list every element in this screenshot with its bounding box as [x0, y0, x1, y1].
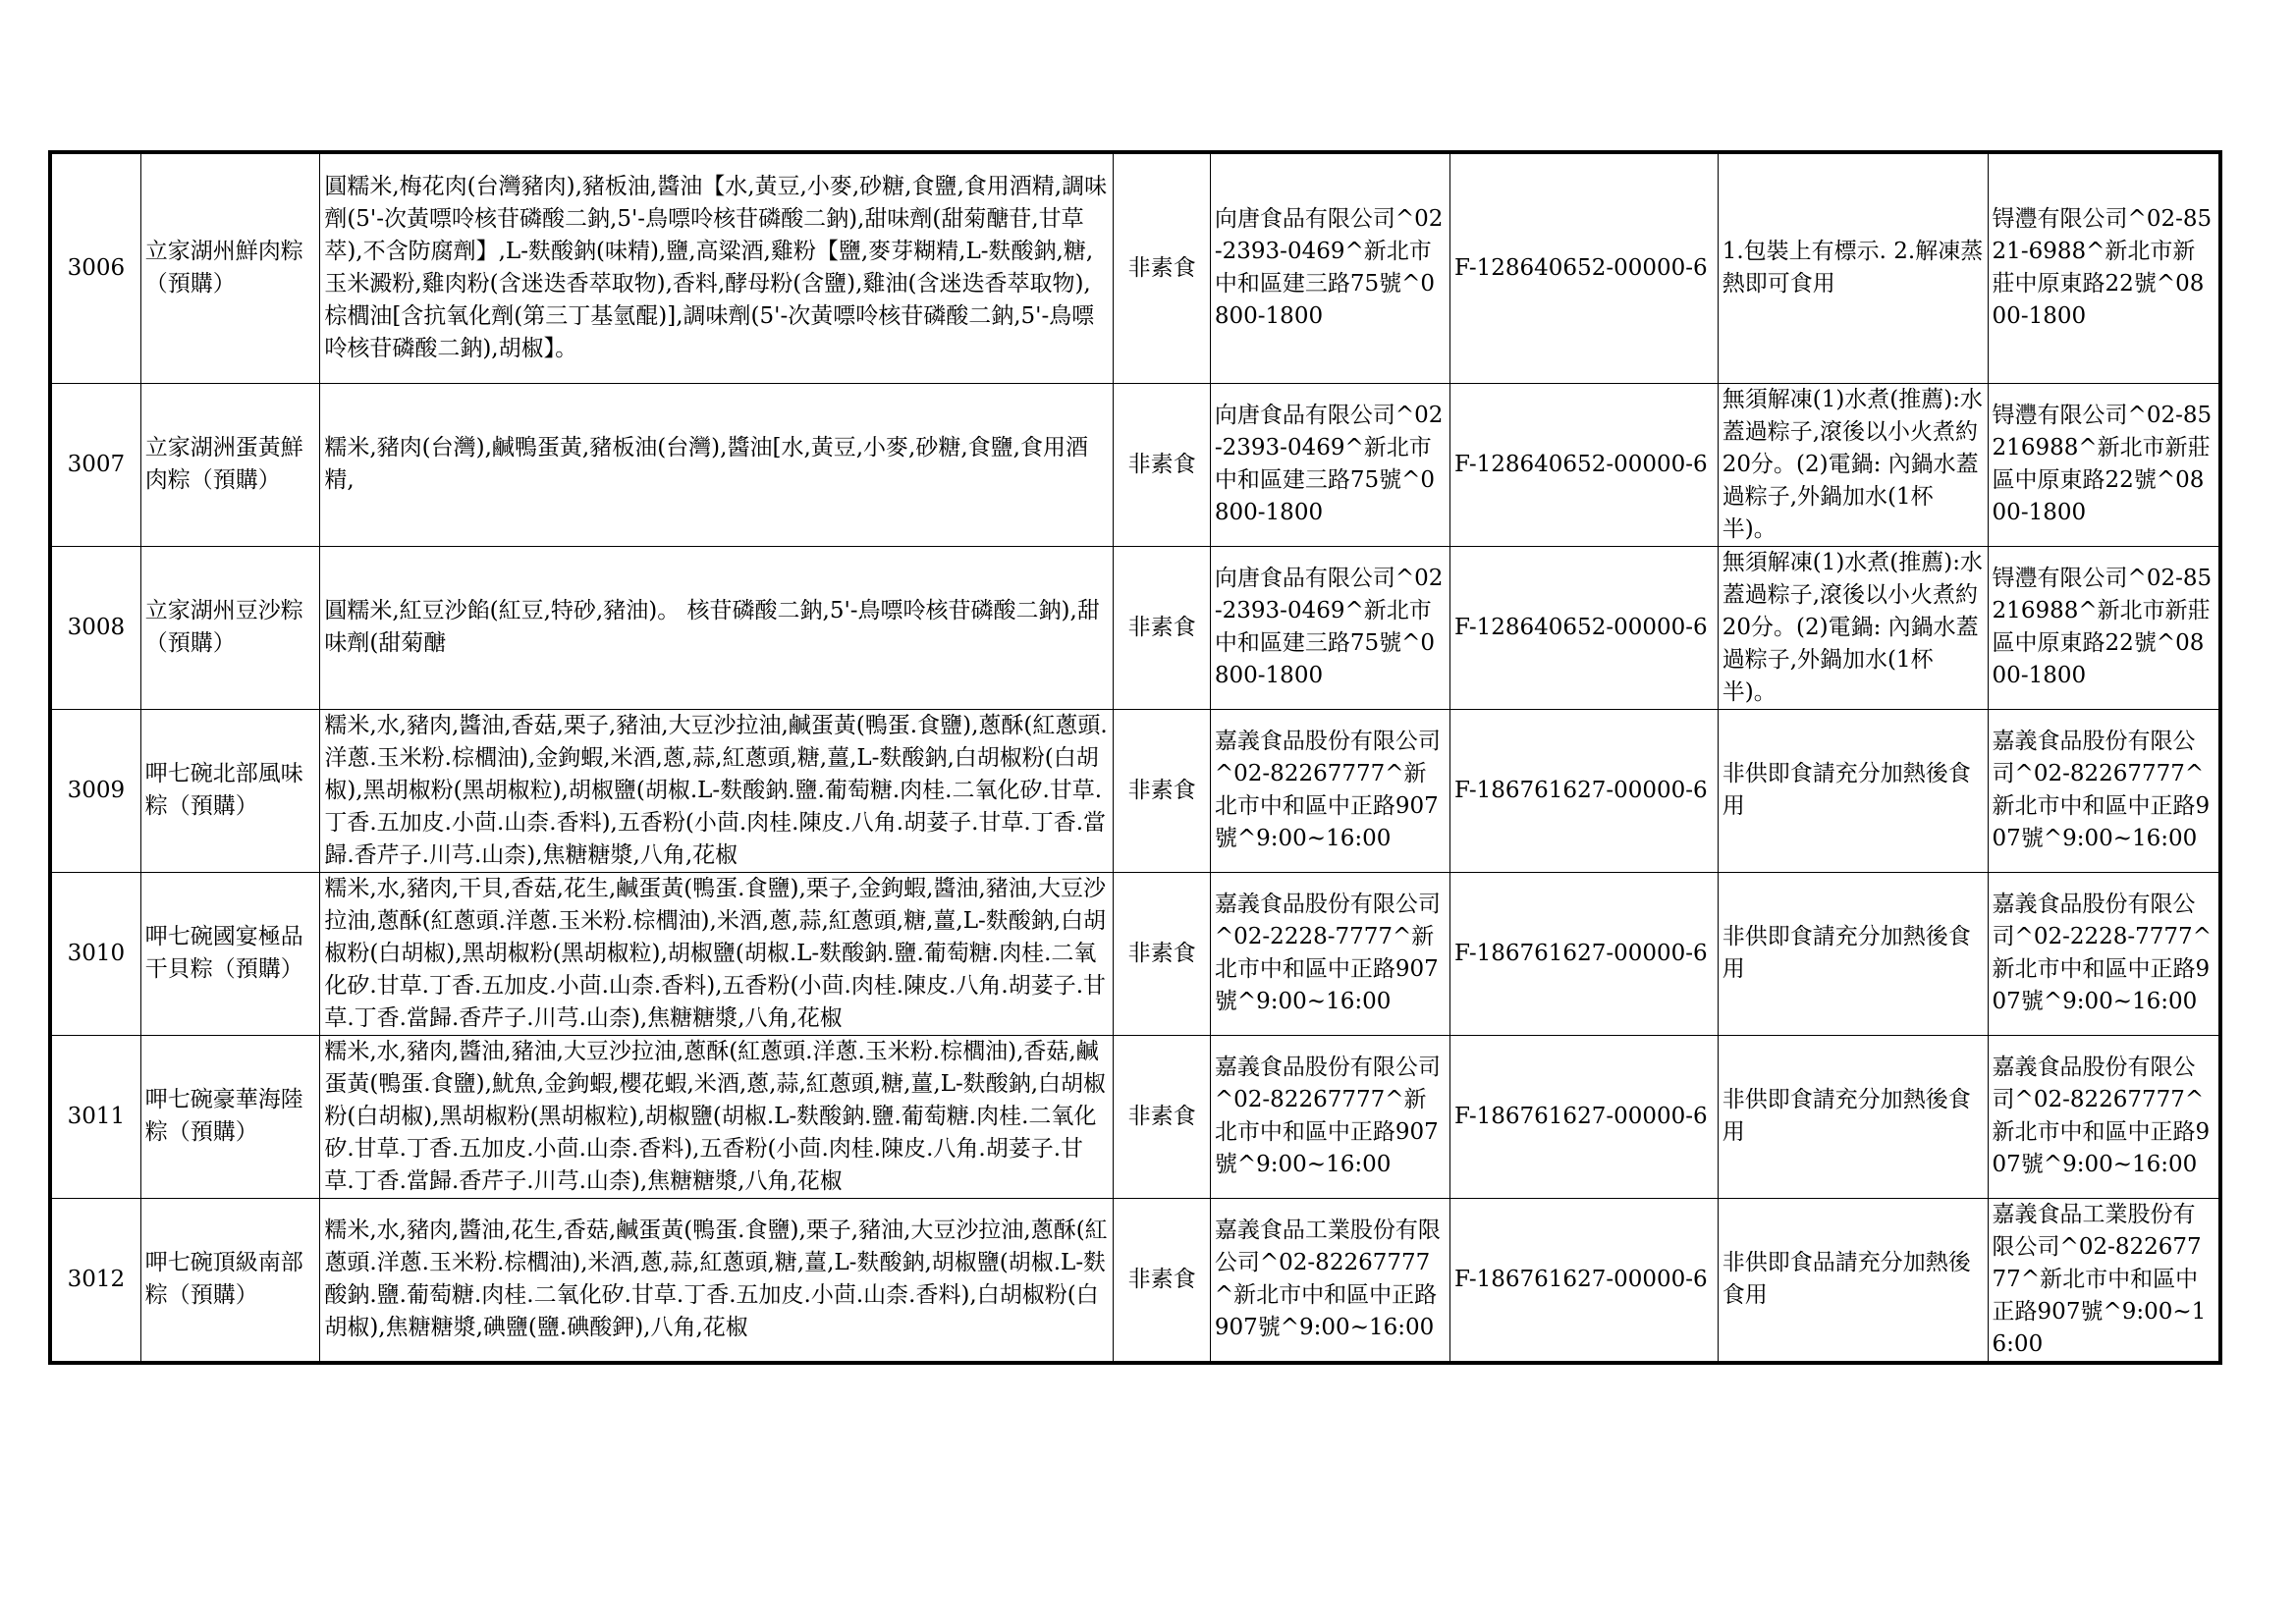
vendor-cell: 嘉義食品工業股份有限公司^02-82267777^新北市中和區中正路907號^9:00~16:00 [1988, 1198, 2220, 1363]
product-number-cell: 3012 [50, 1198, 140, 1363]
table-row [50, 546, 2220, 709]
product-name-cell: 呷七碗頂級南部粽（預購） [140, 1198, 320, 1363]
vendor-cell: 锝灃有限公司^02-85216988^新北市新莊區中原東路22號^0800-1800 [1988, 546, 2220, 709]
usage-instructions-cell: 1.包裝上有標示. 2.解凍蒸熱即可食用 [1718, 152, 1988, 383]
product-table [48, 150, 2222, 1365]
table-row [50, 872, 2220, 1035]
vegetarian-status-cell: 非素食 [1114, 709, 1210, 872]
vegetarian-status-cell: 非素食 [1114, 383, 1210, 546]
manufacturer-cell: 向唐食品有限公司^02-2393-0469^新北市中和區建三路75號^0800-1800 [1210, 546, 1449, 709]
vegetarian-status-cell: 非素食 [1114, 872, 1210, 1035]
vendor-cell: 锝灃有限公司^02-8521-6988^新北市新莊中原東路22號^0800-1800 [1988, 152, 2220, 383]
registration-number-cell: F-186761627-00000-6 [1449, 1035, 1718, 1198]
registration-number-cell: F-186761627-00000-6 [1449, 1198, 1718, 1363]
vegetarian-status-cell: 非素食 [1114, 1198, 1210, 1363]
table-row [50, 1035, 2220, 1198]
vegetarian-status-cell: 非素食 [1114, 546, 1210, 709]
ingredients-cell: 糯米,水,豬肉,干貝,香菇,花生,鹹蛋黃(鴨蛋.食鹽),栗子,金鉤蝦,醬油,豬油,大豆沙拉油,蔥酥(紅蔥頭.洋蔥.玉米粉.棕櫚油),米酒,蔥,蒜,紅蔥頭,糖,薑,L-麩酸鈉,白胡椒粉(白胡椒),黑胡椒粉(黑胡椒粒),胡椒鹽(胡椒.L-麩酸鈉.鹽.葡萄糖.肉桂.二氧化矽.甘草.丁香.五加皮.小茴.山柰.香料),五香粉(小茴.肉桂.陳皮.八角.胡荽子.甘草.丁香.當歸.香芹子.川芎.山柰),焦糖糖漿,八角,花椒 [320, 872, 1114, 1035]
product-number-cell: 3009 [50, 709, 140, 872]
ingredients-cell: 糯米,水,豬肉,醬油,香菇,栗子,豬油,大豆沙拉油,鹹蛋黃(鴨蛋.食鹽),蔥酥(紅蔥頭.洋蔥.玉米粉.棕櫚油),金鉤蝦,米酒,蔥,蒜,紅蔥頭,糖,薑,L-麩酸鈉,白胡椒粉(白胡椒),黑胡椒粉(黑胡椒粒),胡椒鹽(胡椒.L-麩酸鈉.鹽.葡萄糖.肉桂.二氧化矽.甘草.丁香.五加皮.小茴.山柰.香料),五香粉(小茴.肉桂.陳皮.八角.胡荽子.甘草.丁香.當歸.香芹子.川芎.山柰),焦糖糖漿,八角,花椒 [320, 709, 1114, 872]
ingredients-cell: 圓糯米,紅豆沙餡(紅豆,特砂,豬油)。 核苷磷酸二鈉,5'-鳥嘌呤核苷磷酸二鈉),甜味劑(甜菊醣 [320, 546, 1114, 709]
product-name-cell: 呷七碗國宴極品干貝粽（預購） [140, 872, 320, 1035]
usage-instructions-cell: 非供即食請充分加熱後食用 [1718, 872, 1988, 1035]
table-row [50, 152, 2220, 383]
manufacturer-cell: 嘉義食品工業股份有限公司^02-82267777^新北市中和區中正路907號^9:00~16:00 [1210, 1198, 1449, 1363]
product-number-cell: 3006 [50, 152, 140, 383]
usage-instructions-cell: 無須解凍(1)水煮(推薦):水蓋過粽子,滾後以小火煮約20分。(2)電鍋: 內鍋水蓋過粽子,外鍋加水(1杯半)。 [1718, 546, 1988, 709]
product-name-cell: 立家湖州鮮肉粽（預購） [140, 152, 320, 383]
vendor-cell: 嘉義食品股份有限公司^02-82267777^新北市中和區中正路907號^9:00~16:00 [1988, 1035, 2220, 1198]
registration-number-cell: F-128640652-00000-6 [1449, 152, 1718, 383]
vendor-cell: 嘉義食品股份有限公司^02-2228-7777^新北市中和區中正路907號^9:00~16:00 [1988, 872, 2220, 1035]
registration-number-cell: F-128640652-00000-6 [1449, 383, 1718, 546]
product-number-cell: 3008 [50, 546, 140, 709]
vendor-cell: 锝灃有限公司^02-85216988^新北市新莊區中原東路22號^0800-1800 [1988, 383, 2220, 546]
product-number-cell: 3011 [50, 1035, 140, 1198]
registration-number-cell: F-186761627-00000-6 [1449, 709, 1718, 872]
vendor-cell: 嘉義食品股份有限公司^02-82267777^新北市中和區中正路907號^9:00~16:00 [1988, 709, 2220, 872]
ingredients-cell: 圓糯米,梅花肉(台灣豬肉),豬板油,醬油【水,黃豆,小麥,砂糖,食鹽,食用酒精,調味劑(5'-次黃嘌呤核苷磷酸二鈉,5'-鳥嘌呤核苷磷酸二鈉),甜味劑(甜菊醣苷,甘草萃),不含防腐劑】,L-麩酸鈉(味精),鹽,高粱酒,雞粉【鹽,麥芽糊精,L-麩酸鈉,糖,玉米澱粉,雞肉粉(含迷迭香萃取物),香料,酵母粉(含鹽),雞油(含迷迭香萃取物),棕櫚油[含抗氧化劑(第三丁基氫醌)],調味劑(5'-次黃嘌呤核苷磷酸二鈉,5'-鳥嘌呤核苷磷酸二鈉),胡椒】。 [320, 152, 1114, 383]
usage-instructions-cell: 非供即食請充分加熱後食用 [1718, 1035, 1988, 1198]
product-name-cell: 呷七碗北部風味粽（預購） [140, 709, 320, 872]
manufacturer-cell: 嘉義食品股份有限公司^02-2228-7777^新北市中和區中正路907號^9:00~16:00 [1210, 872, 1449, 1035]
registration-number-cell: F-186761627-00000-6 [1449, 872, 1718, 1035]
vegetarian-status-cell: 非素食 [1114, 1035, 1210, 1198]
usage-instructions-cell: 非供即食品請充分加熱後食用 [1718, 1198, 1988, 1363]
product-name-cell: 立家湖州豆沙粽（預購） [140, 546, 320, 709]
manufacturer-cell: 嘉義食品股份有限公司^02-82267777^新北市中和區中正路907號^9:00~16:00 [1210, 1035, 1449, 1198]
product-name-cell: 立家湖洲蛋黃鮮肉粽（預購） [140, 383, 320, 546]
product-number-cell: 3010 [50, 872, 140, 1035]
vegetarian-status-cell: 非素食 [1114, 152, 1210, 383]
manufacturer-cell: 嘉義食品股份有限公司^02-82267777^新北市中和區中正路907號^9:00~16:00 [1210, 709, 1449, 872]
manufacturer-cell: 向唐食品有限公司^02-2393-0469^新北市中和區建三路75號^0800-1800 [1210, 383, 1449, 546]
ingredients-cell: 糯米,水,豬肉,醬油,花生,香菇,鹹蛋黃(鴨蛋.食鹽),栗子,豬油,大豆沙拉油,蔥酥(紅蔥頭.洋蔥.玉米粉.棕櫚油),米酒,蔥,蒜,紅蔥頭,糖,薑,L-麩酸鈉,胡椒鹽(胡椒.L-麩酸鈉.鹽.葡萄糖.肉桂.二氧化矽.甘草.丁香.五加皮.小茴.山柰.香料),白胡椒粉(白胡椒),焦糖糖漿,碘鹽(鹽.碘酸鉀),八角,花椒 [320, 1198, 1114, 1363]
ingredients-cell: 糯米,水,豬肉,醬油,豬油,大豆沙拉油,蔥酥(紅蔥頭.洋蔥.玉米粉.棕櫚油),香菇,鹹蛋黃(鴨蛋.食鹽),魷魚,金鉤蝦,櫻花蝦,米酒,蔥,蒜,紅蔥頭,糖,薑,L-麩酸鈉,白胡椒粉(白胡椒),黑胡椒粉(黑胡椒粒),胡椒鹽(胡椒.L-麩酸鈉.鹽.葡萄糖.肉桂.二氧化矽.甘草.丁香.五加皮.小茴.山柰.香料),五香粉(小茴.肉桂.陳皮.八角.胡荽子.甘草.丁香.當歸.香芹子.川芎.山柰),焦糖糖漿,八角,花椒 [320, 1035, 1114, 1198]
product-name-cell: 呷七碗豪華海陸粽（預購） [140, 1035, 320, 1198]
table-row [50, 383, 2220, 546]
table-row [50, 709, 2220, 872]
product-table-body [50, 152, 2220, 1363]
ingredients-cell: 糯米,豬肉(台灣),鹹鴨蛋黃,豬板油(台灣),醬油[水,黃豆,小麥,砂糖,食鹽,食用酒精, [320, 383, 1114, 546]
registration-number-cell: F-128640652-00000-6 [1449, 546, 1718, 709]
usage-instructions-cell: 無須解凍(1)水煮(推薦):水蓋過粽子,滾後以小火煮約20分。(2)電鍋: 內鍋水蓋過粽子,外鍋加水(1杯半)。 [1718, 383, 1988, 546]
manufacturer-cell: 向唐食品有限公司^02-2393-0469^新北市中和區建三路75號^0800-1800 [1210, 152, 1449, 383]
product-number-cell: 3007 [50, 383, 140, 546]
usage-instructions-cell: 非供即食請充分加熱後食用 [1718, 709, 1988, 872]
table-row [50, 1198, 2220, 1363]
